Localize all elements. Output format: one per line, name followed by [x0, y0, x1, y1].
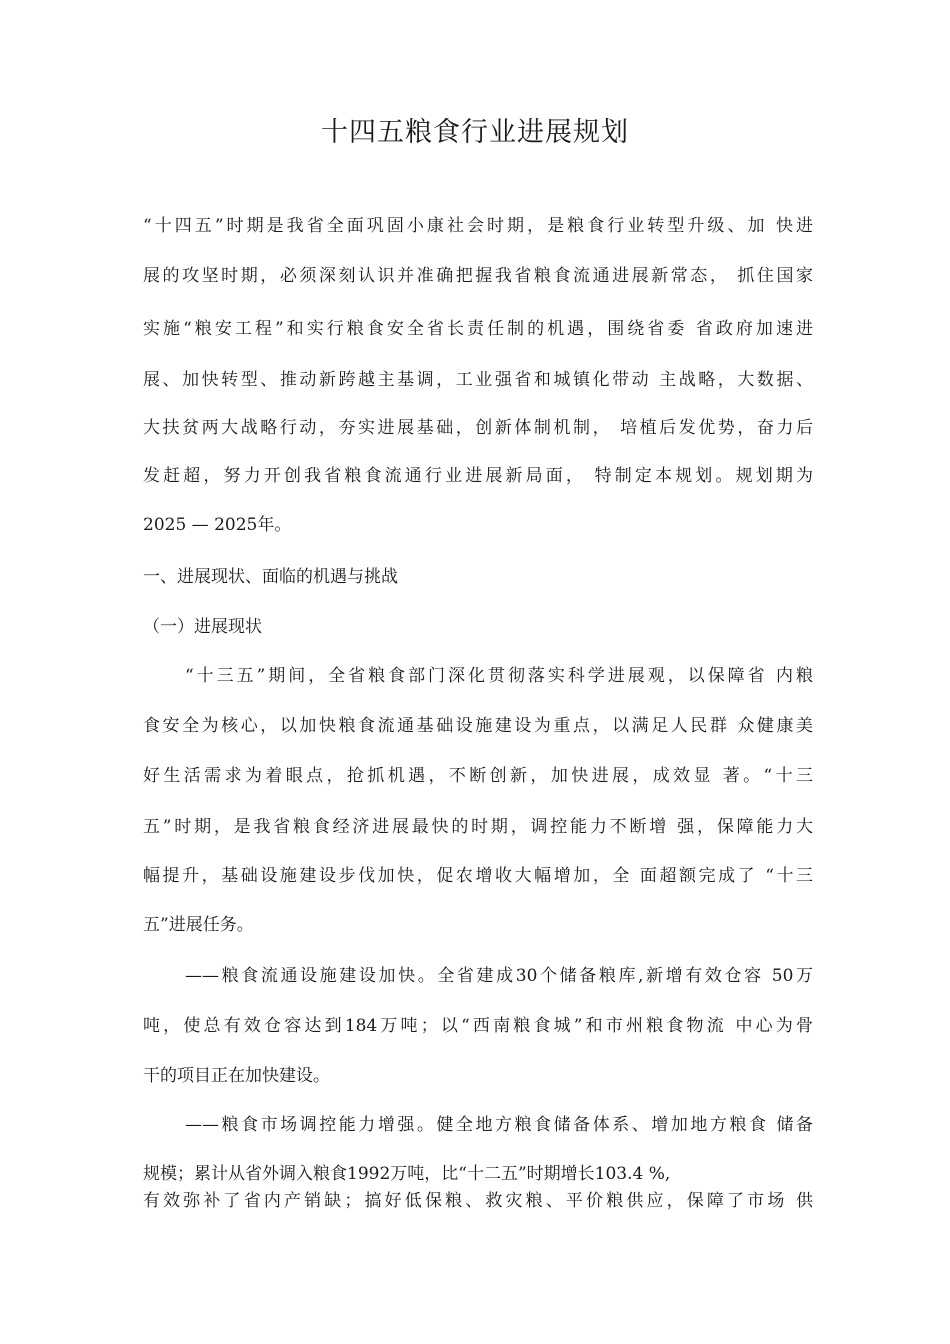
paragraph-line: 幅提升，基础设施建设步伐加快，促农增收大幅增加，全 面超额完成了 “十三: [143, 866, 813, 886]
document-title: 十四五粮食行业进展规划: [321, 117, 629, 148]
paragraph-line: ——粮食流通设施建设加快。全省建成30个储备粮库,新增有效仓容 50万: [185, 966, 813, 986]
paragraph-line: “十四五”时期是我省全面巩固小康社会时期，是粮食行业转型升级、加 快进: [143, 216, 813, 236]
section-heading: 一、进展现状、面临的机遇与挑战: [143, 567, 398, 587]
paragraph-line: 大扶贫两大战略行动，夯实进展基础，创新体制机制， 培植后发优势，奋力后: [143, 418, 813, 438]
paragraph-line: 五”时期，是我省粮食经济进展最快的时期，调控能力不断增 强，保障能力大: [143, 817, 813, 837]
paragraph-line: 2025 — 2025年。: [143, 515, 292, 535]
paragraph-line: 有效弥补了省内产销缺；搞好低保粮、救灾粮、平价粮供应，保障了市场 供: [143, 1191, 813, 1211]
paragraph-line: 干的项目正在加快建设。: [143, 1066, 330, 1086]
paragraph-line: 好生活需求为着眼点，抢抓机遇，不断创新，加快进展，成效显 著。“十三: [143, 766, 813, 786]
paragraph-line: 食安全为核心，以加快粮食流通基础设施建设为重点，以满足人民群 众健康美: [143, 716, 813, 736]
paragraph-line: 发赶超，努力开创我省粮食流通行业进展新局面， 特制定本规划。规划期为: [143, 466, 813, 486]
paragraph-line: 展的攻坚时期，必须深刻认识并准确把握我省粮食流通进展新常态， 抓住国家: [143, 266, 813, 286]
paragraph-line: “十三五”期间，全省粮食部门深化贯彻落实科学进展观，以保障省 内粮: [185, 666, 813, 686]
paragraph-line: 五”进展任务。: [143, 915, 254, 935]
paragraph-line: 吨，使总有效仓容达到184万吨；以“西南粮食城”和市州粮食物流 中心为骨: [143, 1016, 813, 1036]
paragraph-line: 实施“粮安工程”和实行粮食安全省长责任制的机遇，围绕省委 省政府加速进: [143, 319, 813, 339]
subsection-heading: （一）进展现状: [143, 617, 262, 637]
paragraph-line: 规模；累计从省外调入粮食1992万吨，比“十二五”时期增长103.4 %,: [143, 1164, 671, 1184]
paragraph-line: ——粮食市场调控能力增强。健全地方粮食储备体系、增加地方粮食 储备: [185, 1115, 813, 1135]
paragraph-line: 展、加快转型、推动新跨越主基调，工业强省和城镇化带动 主战略，大数据、: [143, 370, 813, 390]
